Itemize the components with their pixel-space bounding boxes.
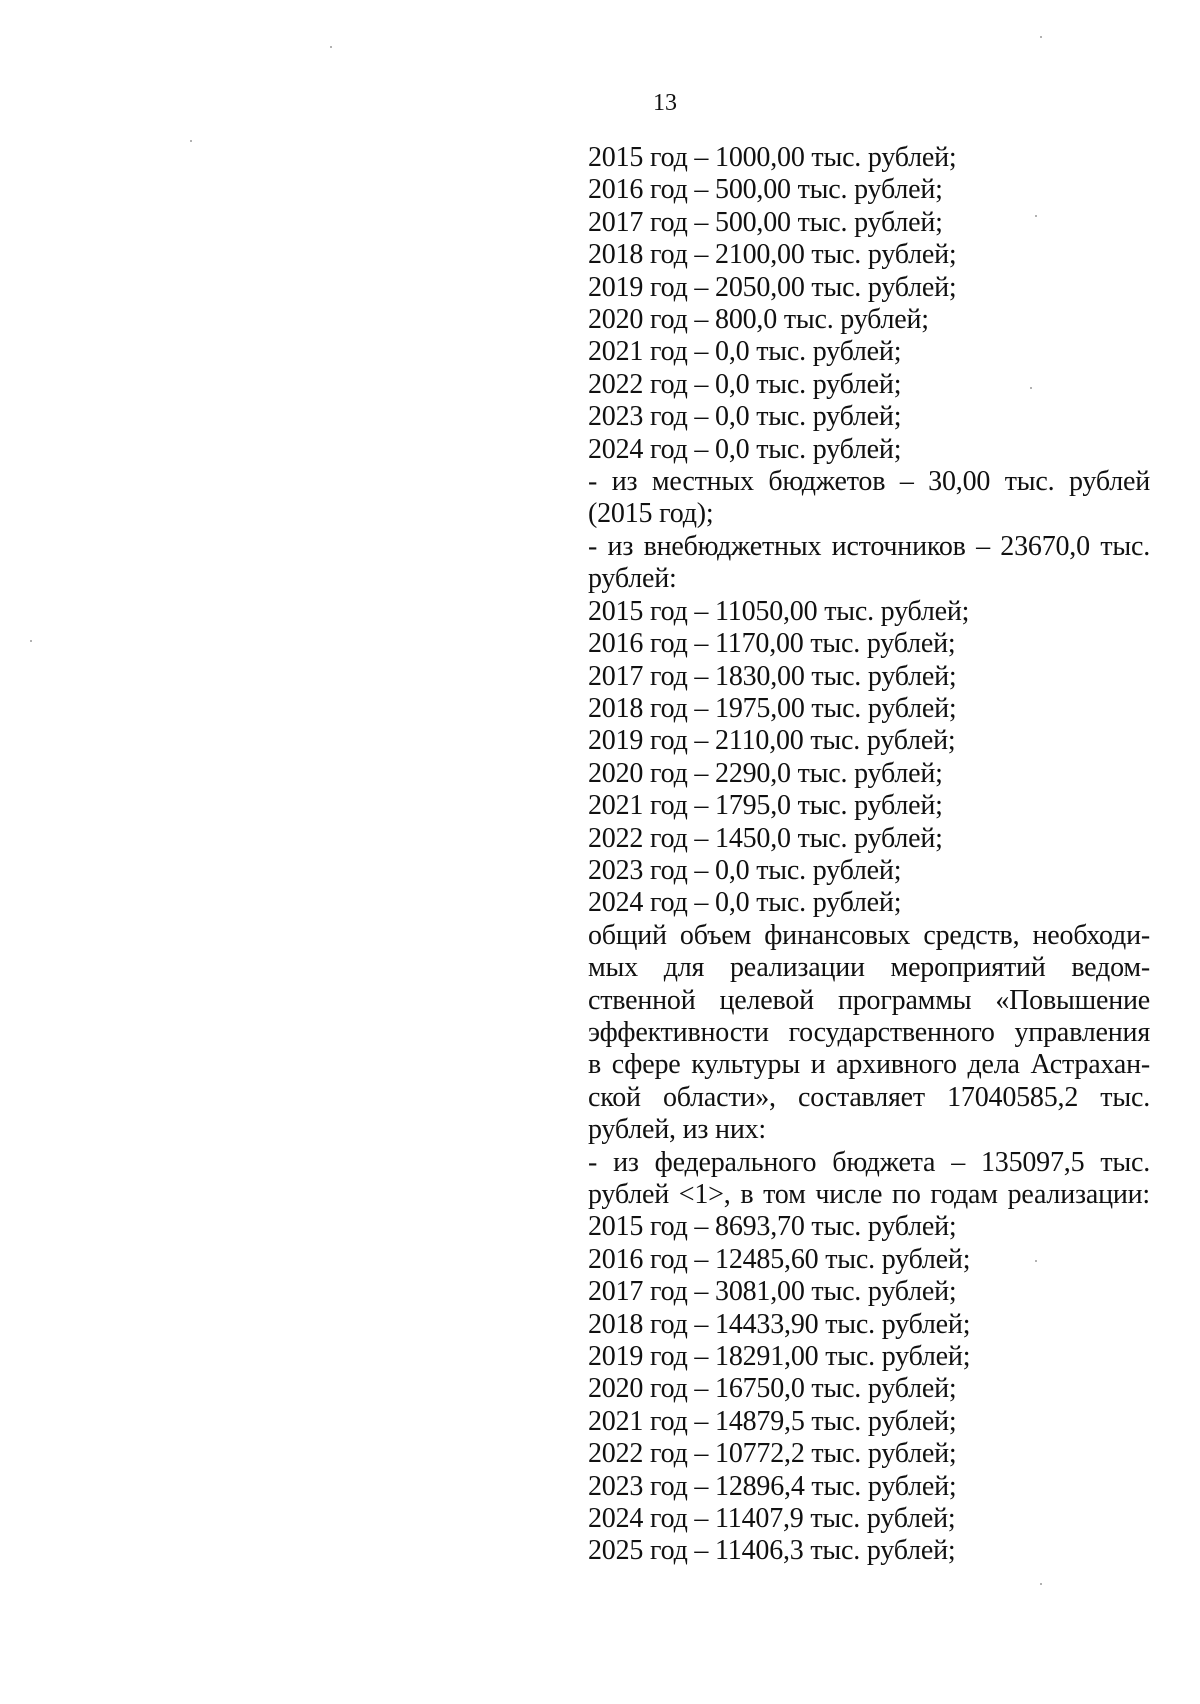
text-line: ской области», составляет 17040585,2 тыс. <box>588 1081 1150 1113</box>
scan-speck <box>1040 1583 1042 1585</box>
text-line: 2015 год – 11050,00 тыс. рублей; <box>588 595 970 627</box>
text-line: 2020 год – 2290,0 тыс. рублей; <box>588 757 943 789</box>
text-line: 2019 год – 2110,00 тыс. рублей; <box>588 725 956 757</box>
text-line: 2020 год – 800,0 тыс. рублей; <box>588 304 929 336</box>
scan-speck <box>330 46 332 48</box>
text-line: - из федерального бюджета – 135097,5 тыс. <box>588 1146 1150 1178</box>
text-line: 2022 год – 10772,2 тыс. рублей; <box>588 1438 957 1470</box>
text-line: 2015 год – 8693,70 тыс. рублей; <box>588 1211 957 1243</box>
text-line: 2022 год – 0,0 тыс. рублей; <box>588 368 902 400</box>
text-line: 2020 год – 16750,0 тыс. рублей; <box>588 1373 957 1405</box>
text-line: 2023 год – 0,0 тыс. рублей; <box>588 854 902 886</box>
text-line: 2018 год – 1975,00 тыс. рублей; <box>588 692 957 724</box>
text-line: рублей <1>, в том числе по годам реализации: <box>588 1179 1150 1210</box>
text-line: 2025 год – 11406,3 тыс. рублей; <box>588 1535 956 1567</box>
text-line: 2021 год – 1795,0 тыс. рублей; <box>588 790 943 822</box>
text-line: 2021 год – 0,0 тыс. рублей; <box>588 336 902 368</box>
scan-speck <box>1040 36 1042 38</box>
scan-speck <box>30 640 32 642</box>
text-line: 2021 год – 14879,5 тыс. рублей; <box>588 1405 957 1437</box>
scan-speck <box>190 140 192 142</box>
text-line: 2024 год – 0,0 тыс. рублей; <box>588 433 902 465</box>
text-line: 2019 год – 2050,00 тыс. рублей; <box>588 271 957 303</box>
text-line: 2017 год – 500,00 тыс. рублей; <box>588 206 943 238</box>
text-line: - из внебюджетных источников – 23670,0 тыс. <box>588 530 1150 562</box>
text-line: 2019 год – 18291,00 тыс. рублей; <box>588 1341 971 1373</box>
financing-text <box>588 142 1150 1568</box>
text-line: общий объем финансовых средств, необходи- <box>588 919 1150 951</box>
text-line: 2024 год – 11407,9 тыс. рублей; <box>588 1503 956 1535</box>
text-line: 2015 год – 1000,00 тыс. рублей; <box>588 142 957 173</box>
text-line: (2015 год); <box>588 498 714 530</box>
text-line: рублей, из них: <box>588 1114 766 1146</box>
text-line: 2017 год – 3081,00 тыс. рублей; <box>588 1276 957 1308</box>
text-line: ственной целевой программы «Повышение <box>588 984 1150 1016</box>
text-line: 2016 год – 1170,00 тыс. рублей; <box>588 628 956 660</box>
text-line: 2023 год – 0,0 тыс. рублей; <box>588 401 902 433</box>
text-line: 2016 год – 12485,60 тыс. рублей; <box>588 1243 971 1275</box>
text-line: 2016 год – 500,00 тыс. рублей; <box>588 174 943 206</box>
text-line: 2018 год – 14433,90 тыс. рублей; <box>588 1308 971 1340</box>
text-line: рублей: <box>588 563 677 595</box>
text-line: 2017 год – 1830,00 тыс. рублей; <box>588 660 957 692</box>
text-line: - из местных бюджетов – 30,00 тыс. рублей <box>588 466 1150 498</box>
text-line: эффективности государственного управления <box>588 1016 1150 1048</box>
text-line: 2023 год – 12896,4 тыс. рублей; <box>588 1470 957 1502</box>
text-line: 2022 год – 1450,0 тыс. рублей; <box>588 822 943 854</box>
text-line: мых для реализации мероприятий ведом- <box>588 952 1150 984</box>
page-number: 13 <box>653 90 677 116</box>
text-line: 2018 год – 2100,00 тыс. рублей; <box>588 239 957 271</box>
text-line: в сфере культуры и архивного дела Астрахан- <box>588 1049 1150 1081</box>
text-line: 2024 год – 0,0 тыс. рублей; <box>588 887 902 919</box>
